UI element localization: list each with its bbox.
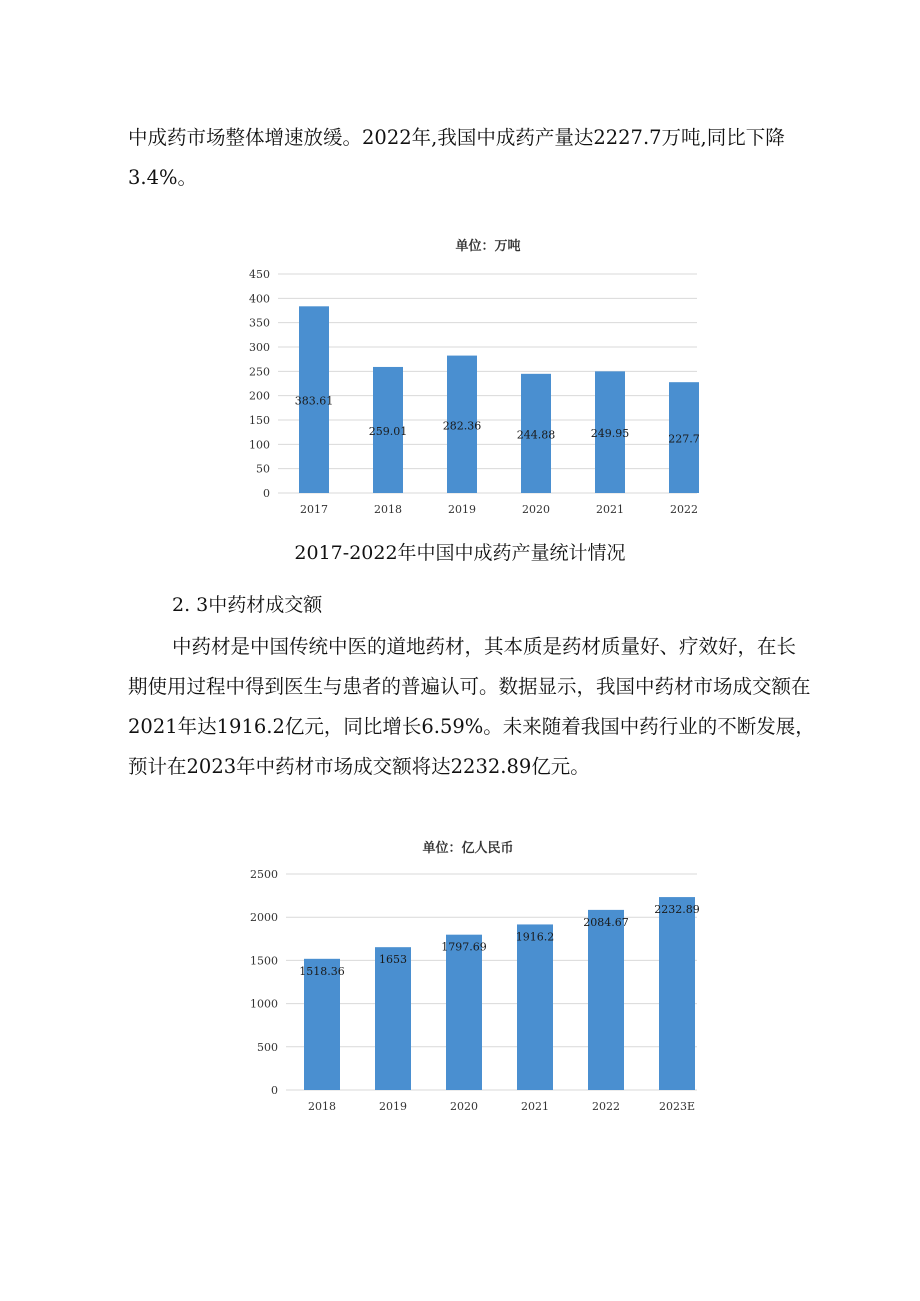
y-tick-label: 150 — [249, 414, 270, 427]
data-label: 1797.69 — [441, 940, 487, 954]
data-label: 1653 — [379, 953, 407, 967]
y-tick-label: 500 — [257, 1040, 278, 1054]
transaction-bar-chart — [240, 830, 710, 1122]
paragraph-line: 3.4%。 — [128, 166, 198, 189]
data-label: 244.88 — [516, 428, 556, 442]
paragraph-line: 中成药市场整体增速放缓。2022年,我国中成药产量达2227.7万吨,同比下降 — [128, 126, 785, 149]
y-tick-label: 250 — [249, 365, 270, 379]
bar — [588, 910, 624, 1090]
body-paragraph — [128, 627, 818, 787]
x-tick-label: 2021 — [521, 1100, 549, 1113]
paragraph-line: 中药材是中国传统中医的道地药材，其本质是药材质量好、疗效好，在长 — [172, 635, 797, 658]
paragraph-line: 期使用过程中得到医生与患者的普遍认可。数据显示，我国中药材市场成交额在 — [128, 675, 811, 698]
paragraph-line: 预计在2023年中药材市场成交额将达2232.89亿元。 — [128, 755, 590, 778]
chart-title: 单位：亿人民币 — [422, 841, 514, 856]
x-tick-label: 2018 — [308, 1100, 336, 1113]
bar — [659, 897, 695, 1090]
x-tick-label: 2022 — [592, 1100, 620, 1113]
bar — [375, 947, 411, 1090]
y-tick-label: 350 — [249, 316, 270, 330]
y-tick-label: 0 — [271, 1084, 278, 1097]
data-label: 2084.67 — [583, 915, 629, 929]
y-tick-label: 2500 — [250, 868, 278, 881]
chart-caption: 2017-2022年中国中成药产量统计情况 — [294, 542, 626, 564]
y-tick-label: 50 — [256, 462, 270, 476]
paragraph-line: 2021年达1916.2亿元，同比增长6.59%。未来随着我国中药行业的不断发展， — [128, 715, 815, 738]
y-tick-label: 1000 — [250, 997, 278, 1011]
x-tick-label: 2019 — [379, 1100, 407, 1113]
bar — [446, 935, 482, 1090]
data-label: 1518.36 — [299, 964, 345, 978]
data-label: 282.36 — [442, 419, 482, 433]
intro-paragraph — [128, 118, 818, 198]
x-tick-label: 2022 — [670, 503, 698, 516]
y-tick-label: 300 — [249, 341, 270, 354]
data-label: 259.01 — [368, 424, 408, 438]
section-heading: 2. 3中药材成交额 — [172, 594, 323, 616]
bar — [517, 924, 553, 1090]
x-tick-label: 2019 — [448, 503, 476, 516]
x-tick-label: 2020 — [450, 1100, 478, 1113]
data-label: 249.95 — [590, 427, 630, 441]
x-tick-label: 2020 — [522, 503, 550, 516]
y-tick-label: 400 — [249, 292, 270, 306]
y-tick-label: 1500 — [250, 954, 278, 968]
x-tick-label: 2021 — [596, 503, 624, 516]
x-tick-label: 2017 — [300, 503, 328, 516]
data-label: 383.61 — [294, 394, 334, 408]
y-tick-label: 2000 — [250, 911, 278, 925]
bar — [304, 959, 340, 1090]
data-label: 1916.2 — [515, 930, 555, 944]
data-label: 227.7 — [668, 432, 700, 446]
y-tick-label: 200 — [249, 389, 270, 403]
chart-title: 单位：万吨 — [455, 239, 521, 254]
x-tick-label: 2023E — [658, 1100, 696, 1113]
data-label: 2232.89 — [654, 903, 700, 917]
y-tick-label: 450 — [249, 268, 270, 281]
x-tick-label: 2018 — [374, 503, 402, 516]
production-bar-chart — [240, 228, 710, 526]
y-tick-label: 100 — [249, 438, 270, 452]
y-tick-label: 0 — [263, 487, 270, 500]
